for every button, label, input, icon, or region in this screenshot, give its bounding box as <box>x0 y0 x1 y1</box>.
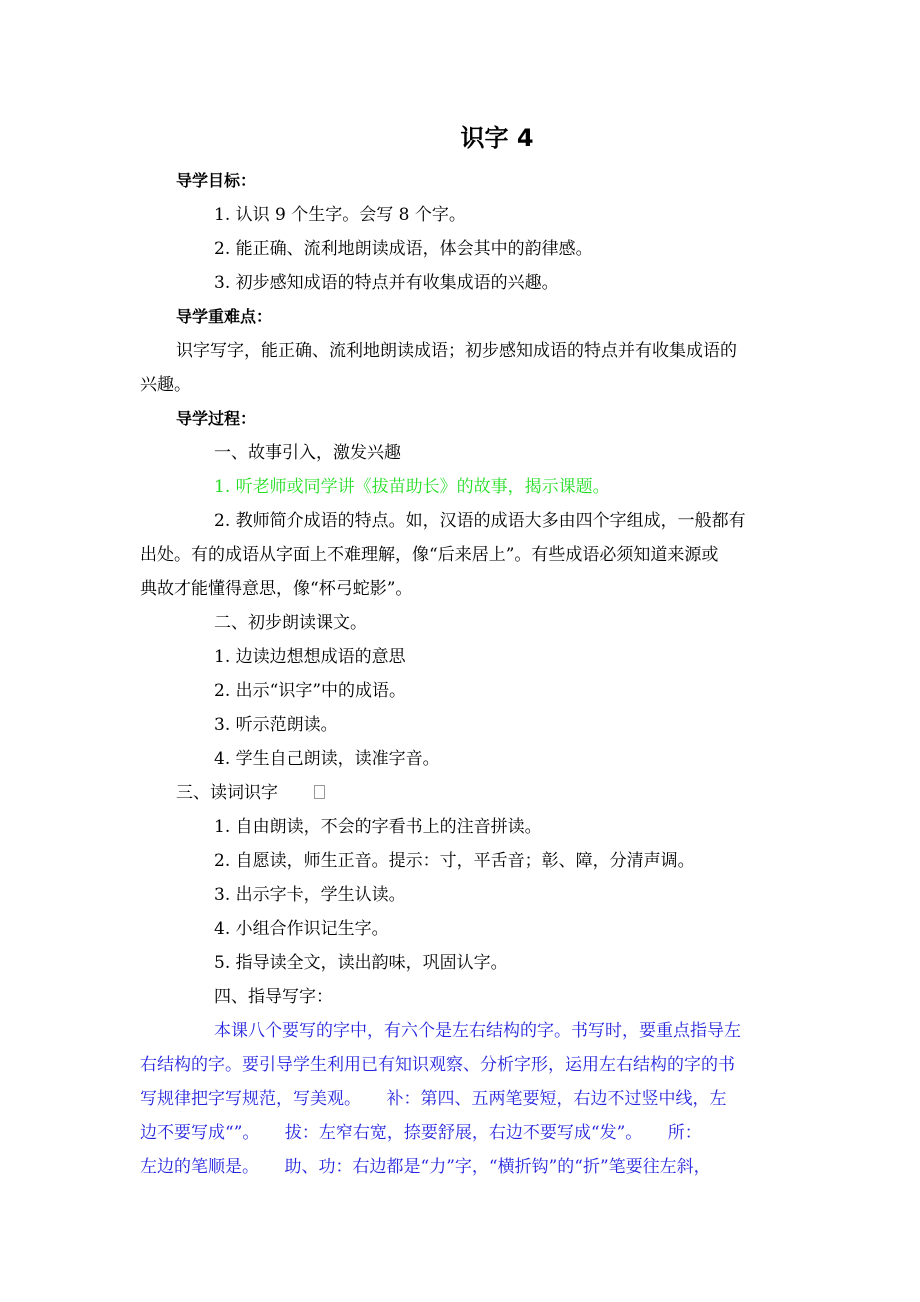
part3-title-row <box>176 782 325 804</box>
goal-item: 1. 认识 9 个生字。会写 8 个字。 <box>214 205 466 225</box>
part4-text: 左边的笔顺是。 助、功：右边都是“力”字，“横折钩”的“折”笔要往左斜， <box>140 1157 711 1177</box>
part1-item: 2. 教师简介成语的特点。如，汉语的成语大多由四个字组成，一般都有 <box>214 511 746 531</box>
part4-title: 四、指导写字： <box>214 987 333 1007</box>
part1-item-green: 1. 听老师或同学讲《拔苗助长》的故事，揭示课题。 <box>214 477 610 497</box>
key-points-text: 识字写字，能正确、流利地朗读成语；初步感知成语的特点并有收集成语的 <box>176 341 737 361</box>
part3-item: 2. 自愿读，师生正音。提示：寸，平舌音；彰、障，分清声调。 <box>214 851 695 871</box>
part4-text: 边不要写成“”。 拔：左窄右宽，捺要舒展，右边不要写成“发”。 所： <box>140 1123 702 1143</box>
part3-item: 5. 指导读全文，读出韵味，巩固认字。 <box>214 953 508 973</box>
goal-item: 2. 能正确、流利地朗读成语，体会其中的韵律感。 <box>214 239 593 259</box>
missing-glyph-icon <box>314 785 325 799</box>
part1-item: 典故才能懂得意思，像“杯弓蛇影”。 <box>140 579 413 599</box>
goal-item: 3. 初步感知成语的特点并有收集成语的兴趣。 <box>214 273 559 293</box>
goals-heading: 导学目标： <box>176 171 257 190</box>
part2-title: 二、初步朗读课文。 <box>214 613 367 633</box>
document-title: 识字 4 <box>460 124 534 152</box>
key-points-text: 兴趣。 <box>140 375 191 395</box>
part2-item: 2. 出示“识字”中的成语。 <box>214 681 407 701</box>
part3-title: 三、读词识字 <box>176 783 278 803</box>
part4-text: 本课八个要写的字中，有六个是左右结构的字。书写时，要重点指导左 <box>214 1021 741 1041</box>
part3-item: 3. 出示字卡，学生认读。 <box>214 885 406 905</box>
part1-title: 一、故事引入，激发兴趣 <box>214 443 401 463</box>
part1-item: 出处。有的成语从字面上不难理解，像“后来居上”。有些成语必须知道来源或 <box>140 545 719 565</box>
key-points-heading: 导学重难点： <box>176 307 273 326</box>
part2-item: 3. 听示范朗读。 <box>214 715 338 735</box>
part2-item: 4. 学生自己朗读，读准字音。 <box>214 749 440 769</box>
part3-item: 1. 自由朗读，不会的字看书上的注音拼读。 <box>214 817 542 837</box>
part3-item: 4. 小组合作识记生字。 <box>214 919 389 939</box>
part4-text: 写规律把字写规范，写美观。 补：第四、五两笔要短，右边不过竖中线，左 <box>140 1089 727 1109</box>
part4-text: 右结构的字。要引导学生利用已有知识观察、分析字形，运用左右结构的字的书 <box>140 1055 735 1075</box>
process-heading: 导学过程： <box>176 409 257 428</box>
part2-item: 1. 边读边想想成语的意思 <box>214 647 406 667</box>
